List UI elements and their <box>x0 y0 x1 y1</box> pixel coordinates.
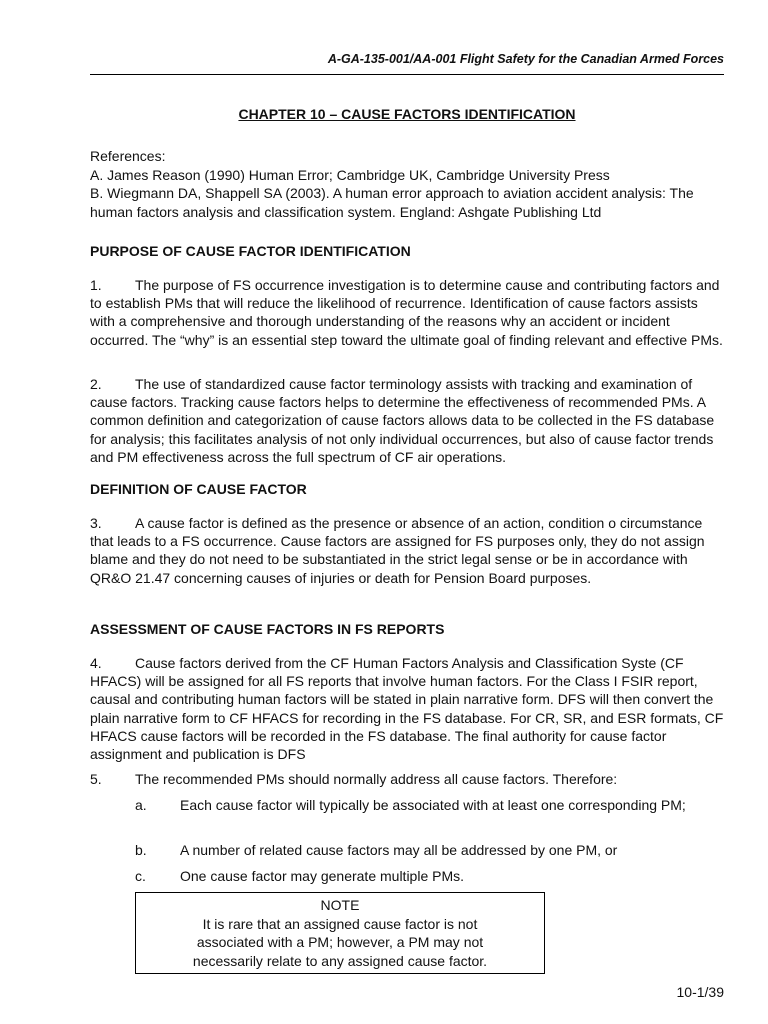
sub-item-letter: c. <box>135 868 146 884</box>
paragraph-2 <box>90 375 724 466</box>
paragraph-3 <box>90 514 724 587</box>
references-label: References: <box>90 148 166 164</box>
reference-item: A. James Reason (1990) Human Error; Cambridge UK, Cambridge University Press <box>90 166 610 183</box>
reference-item: B. Wiegmann DA, Shappell SA (2003). A human error approach to aviation accident analysis: The human factors analysis and classification system. England: Ashgate Publishing Ltd <box>90 185 694 220</box>
paragraph-5 <box>90 770 724 788</box>
section-heading-purpose: PURPOSE OF CAUSE FACTOR IDENTIFICATION <box>90 243 411 259</box>
note-box <box>135 892 545 974</box>
sub-item-text: A number of related cause factors may all be addressed by one PM, or <box>180 842 618 858</box>
paragraph-1 <box>90 276 724 349</box>
sub-item-text: One cause factor may generate multiple PMs. <box>180 868 465 884</box>
sub-item-letter: a. <box>135 797 147 813</box>
section-heading-definition: DEFINITION OF CAUSE FACTOR <box>90 481 307 497</box>
paragraph-text: The use of standardized cause factor terminology assists with tracking and examination of cause factors. Tracking cause factors helps to determine the effectiveness of recommended PMs. A common definition and categorization of cause factors allows data to be collected in the FS database for analysis; this facilitates analysis of not only individual occurrences, but also of cause factor trends and PM effectiveness across the full spectrum of CF air operations. <box>90 376 715 465</box>
paragraph-number: 3. <box>90 515 102 531</box>
section-heading-assessment: ASSESSMENT OF CAUSE FACTORS IN FS REPORTS <box>90 621 445 637</box>
paragraph-4 <box>90 654 724 763</box>
paragraph-text: The recommended PMs should normally address all cause factors. Therefore: <box>135 771 618 787</box>
sub-item-c <box>135 867 724 885</box>
sub-item-text: Each cause factor will typically be associated with at least one corresponding PM; <box>180 797 686 813</box>
sub-item-a <box>135 796 724 814</box>
running-header: A-GA-135-001/AA-001 Flight Safety for the Canadian Armed Forces <box>327 52 724 66</box>
header-divider <box>90 74 724 75</box>
chapter-title: CHAPTER 10 – CAUSE FACTORS IDENTIFICATION <box>238 106 576 122</box>
references-block <box>90 147 724 221</box>
paragraph-text: Cause factors derived from the CF Human Factors Analysis and Classification Syste (CF HFACS) will be assigned for all FS reports that involve human factors. For the Class I FSIR report, causal and contributing human factors will be stated in plain narrative form. DFS will then convert the plain narrative form to CF HFACS for recording in the FS database. For CR, SR, and ESR formats, CF HFACS cause factors will be recorded in the FS database. The final authority for cause factor assignment and publication is DFS <box>90 655 724 763</box>
note-text: It is rare that an assigned cause factor is not associated with a PM; however, a PM may not necessarily relate to any assigned cause factor. <box>192 915 488 969</box>
note-title: NOTE <box>320 897 360 913</box>
paragraph-number: 2. <box>90 376 102 392</box>
paragraph-number: 4. <box>90 655 102 671</box>
paragraph-text: The purpose of FS occurrence investigation is to determine cause and contributing factors and to establish PMs that will reduce the likelihood of recurrence. Identification of cause factors assists with a comprehensive and thorough understanding of the reasons why an accident or incident occurred. The “why” is an essential step toward the ultimate goal of finding relevant and effective PMs. <box>90 277 723 348</box>
paragraph-number: 5. <box>90 771 102 787</box>
sub-item-b <box>135 841 724 859</box>
paragraph-number: 1. <box>90 277 102 293</box>
sub-item-letter: b. <box>135 842 147 858</box>
paragraph-text: A cause factor is defined as the presence or absence of an action, condition o circumstance that leads to a FS occurrence. Cause factors are assigned for FS purposes only, they do not assign blame and they do not need to be substantiated in the strict legal sense or be in accordance with QR&O 21.47 concerning causes of injuries or death for Pension Board purposes. <box>90 515 705 586</box>
page-number: 10-1/39 <box>676 984 724 1000</box>
